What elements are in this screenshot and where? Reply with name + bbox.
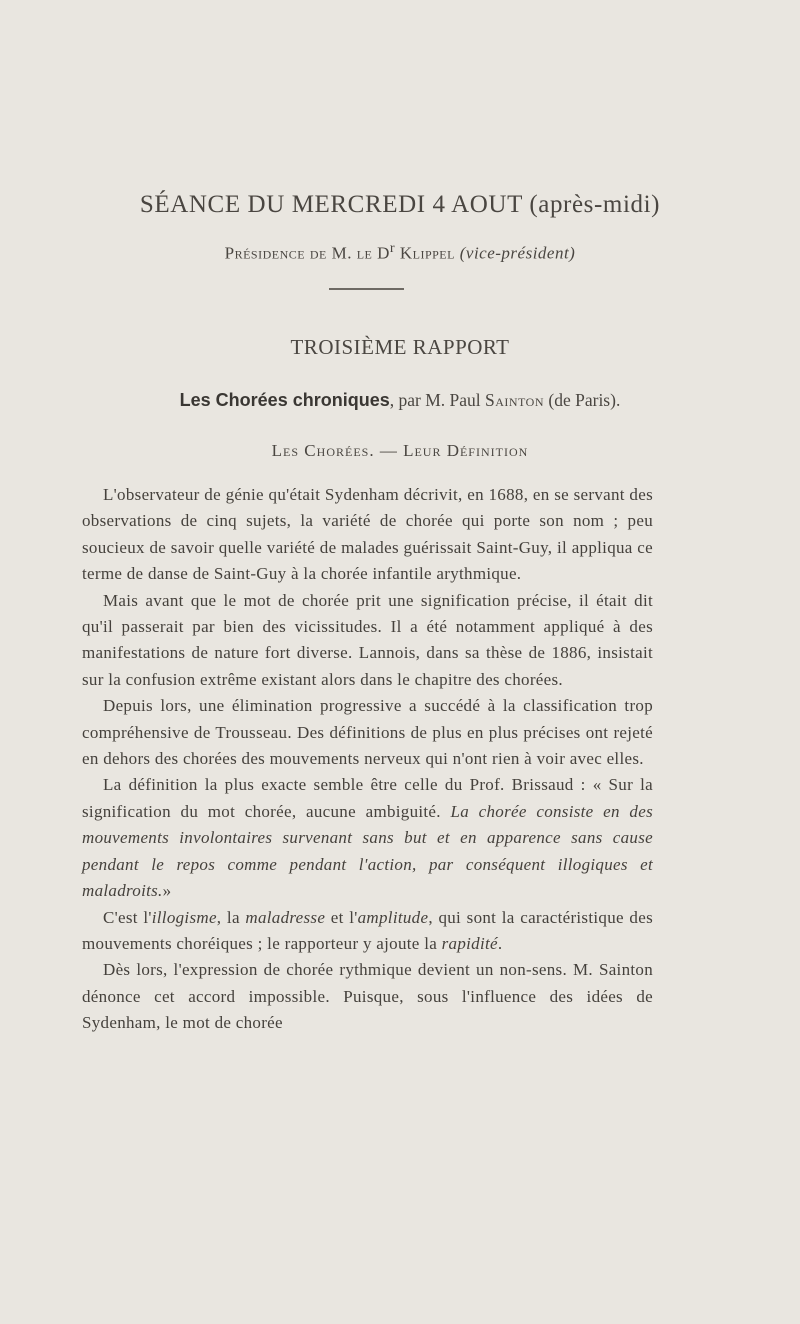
divider-rule [329,288,404,290]
p5-text-g: , qui sont la caractéristique des mouvements choréiques ; le rapporteur y ajoute la [82,907,653,953]
report-subject-by: , par M. Paul [389,390,485,410]
p5-term-amplitude: amplitude [357,907,429,927]
p4-quote: La chorée consiste en des mouvements involontaires survenant sans but et en apparence sans cause pendant le repos comme pendant l'action, par conséquent illogiques et maladroits. [82,801,653,901]
p5-text-i: . [497,933,503,953]
presidency-name: Klippel [395,243,460,263]
body-text [82,482,653,1037]
report-title: TROISIÈME RAPPORT [290,335,510,359]
section-heading: Les Chorées. — Leur Définition [271,441,529,460]
p4-close: » [162,881,172,901]
p5-text-a: C'est l' [103,907,152,927]
paragraph-2: Mais avant que le mot de chorée prit une signification précise, il était dit qu'il passerait par bien des vicissitudes. Il a été notamment appliqué à des manifestations de nature fort diverse. Lannois, dans sa thèse de 1886, insistait sur la confusion extrême existant alors dans le chapitre des chorées. [82,590,653,689]
report-author: Sainton [485,390,545,410]
presidency-role: (vice-président) [459,243,576,263]
p5-text-e: et l' [325,907,358,927]
p5-term-maladresse: maladresse [245,907,326,927]
paragraph-5 [82,905,653,958]
report-subject [0,390,800,411]
paragraph-4 [82,772,653,904]
paragraph-6: Dès lors, l'expression de chorée rythmique devient un non-sens. M. Sainton dénonce cet accord impossible. Puisque, sous l'influence des idées de Sydenham, le mot de chorée [82,960,653,1033]
p5-text-c: , la [216,907,246,927]
report-subject-title: Les Chorées chroniques [179,390,390,410]
paragraph-1: L'observateur de génie qu'était Sydenham décrivit, en 1688, en se servant des observations de cinq sujets, la variété de chorée qui porte son nom ; peu soucieux de savoir quelle variété de malades guérissait Saint-Guy, il appliqua ce terme de danse de Saint-Guy à la chorée infantile arythmique. [82,485,653,584]
session-heading: SÉANCE DU MERCREDI 4 AOUT (après-midi) [139,191,661,218]
presidency-line [0,240,800,264]
p5-term-illogisme: illogisme [151,907,217,927]
p4-intro: La définition la plus exacte semble être celle du Prof. Brissaud : « Sur la signification du mot chorée, aucune ambiguité. [82,775,653,821]
report-author-place: (de Paris). [544,390,621,410]
presidency-prefix: Présidence de M. le D [224,243,390,263]
paragraph-3: Depuis lors, une élimination progressive a succédé à la classification trop compréhensive de Trousseau. Des définitions de plus en plus précises ont rejeté en dehors des chorées des mouvements nerveux qui n'ont rien à voir avec elles. [82,696,653,769]
p5-term-rapidite: rapidité [441,933,498,953]
presidency-sup: r [389,240,396,256]
